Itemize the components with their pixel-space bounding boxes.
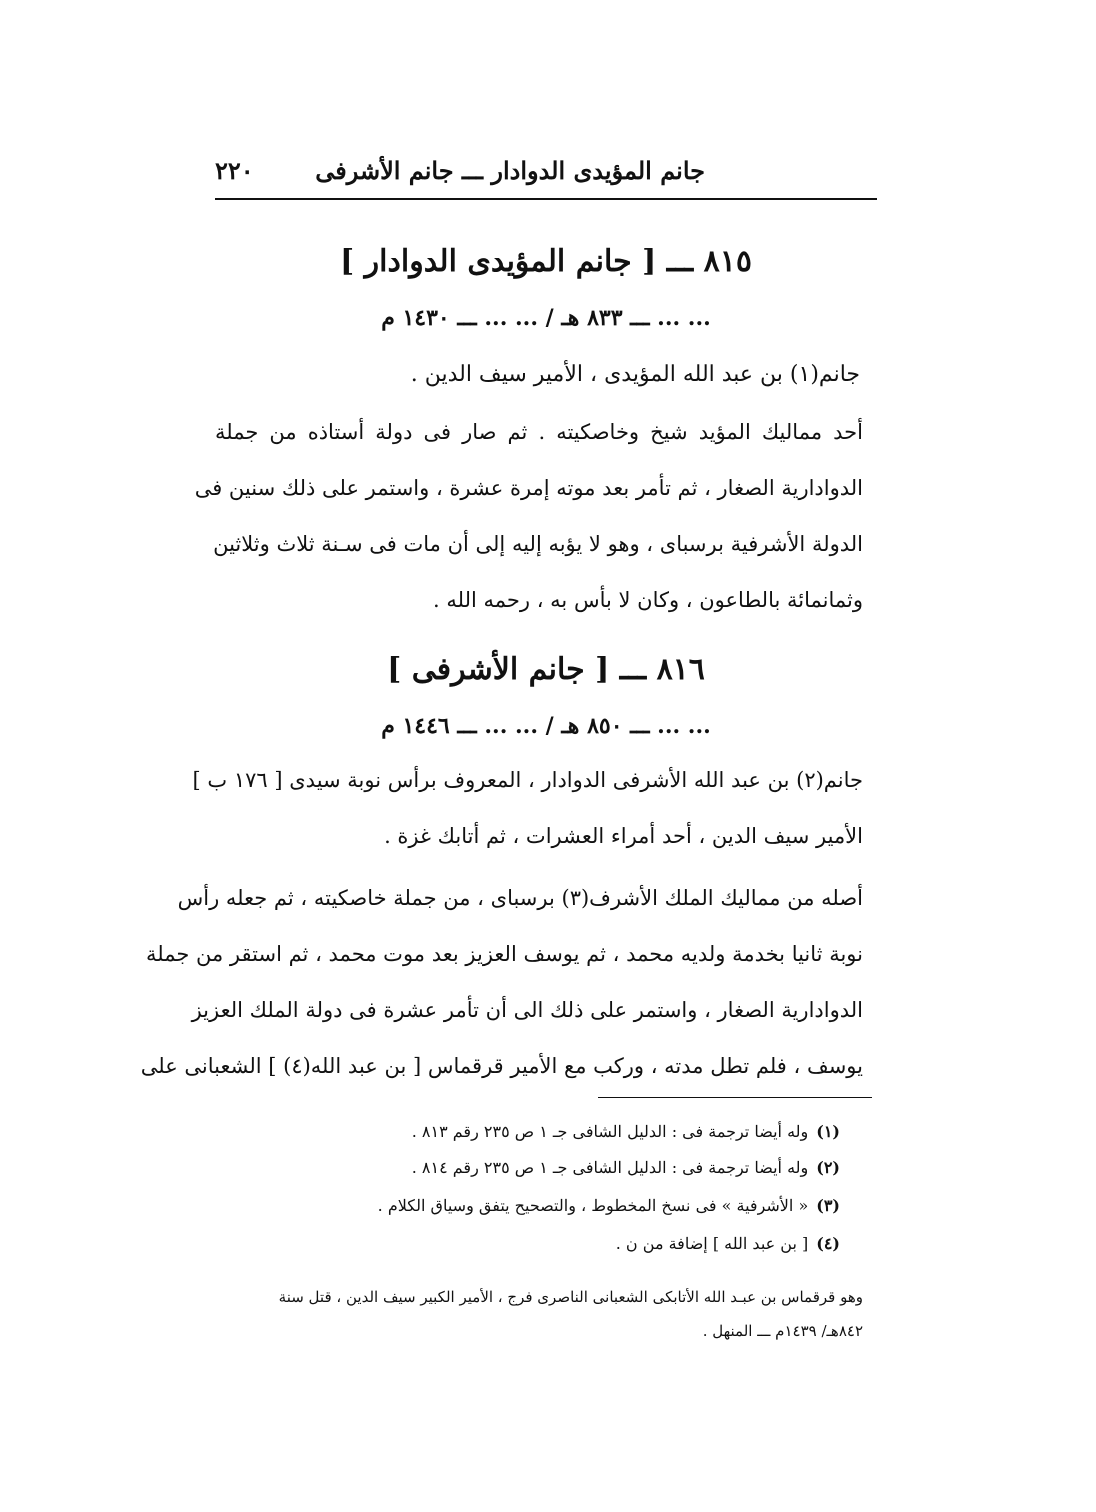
body-line: وثمانمائة بالطاعون ، وكان لا بأس به ، رحمه الله . — [433, 588, 863, 612]
body-line: نوبة ثانيا بخدمة ولديه محمد ، ثم يوسف العزيز بعد موت محمد ، ثم استقر من جملة — [146, 942, 863, 966]
entry-815-name: جانم(١) بن عبد الله المؤيدى ، الأمير سيف الدين . — [410, 362, 860, 387]
footnote-text: « الأشرفية » فى نسخ المخطوط ، والتصحيح يتفق وسياق الكلام . — [377, 1196, 809, 1215]
entry-816-dates: ... ... ـــ ٨٥٠ هـ / ... ... ـــ ١٤٤٦ م — [381, 713, 711, 739]
body-line: الدولة الأشرفية برسباى ، وهو لا يؤبه إليه إلى أن مات فى سـنة ثلاث وثلاثين — [213, 532, 863, 556]
body-line: الدوادارية الصغار ، ثم تأمر بعد موته إمرة عشرة ، واستمر على ذلك سنين فى — [194, 476, 863, 500]
footnote-number: (٣) — [816, 1196, 840, 1215]
footnote-text: [ بن عبد الله ] إضافة من ن . — [615, 1234, 809, 1253]
footnote-1 — [280, 1122, 840, 1141]
body-line: أحد مماليك المؤيد شيخ وخاصكيته . ثم صار فى دولة أستاذه من جملة — [215, 420, 863, 444]
page-number: ٢٢٠ — [215, 156, 254, 185]
footnote-number: (٢) — [816, 1158, 840, 1177]
footnote-3 — [280, 1196, 840, 1215]
footnote-text: وله أيضا ترجمة فى : الدليل الشافى جـ ١ ص ٢٣٥ رقم ٨١٣ . — [411, 1122, 809, 1141]
entry-815-title: ٨١٥ ـــ [ جانم المؤيدى الدوادار ] — [340, 244, 752, 279]
footnote-4 — [280, 1234, 840, 1253]
body-line: أصله من مماليك الملك الأشرف(٣) برسباى ، من جملة خاصكيته ، ثم جعله رأس — [177, 886, 863, 910]
entry-816-name-block — [192, 752, 863, 864]
footnote-rule — [598, 1097, 872, 1098]
footnote-text: وله أيضا ترجمة فى : الدليل الشافى جـ ١ ص ٢٣٥ رقم ٨١٤ . — [411, 1158, 809, 1177]
footnote-number: (١) — [816, 1122, 840, 1141]
footnote-2 — [280, 1158, 840, 1177]
page-header — [215, 148, 877, 200]
body-line: يوسف ، فلم تطل مدته ، وركب مع الأمير قرقماس [ بن عبد الله(٤) ] الشعبانى على — [140, 1054, 863, 1078]
entry-816-body — [140, 870, 863, 1094]
footnote-number: (٤) — [816, 1234, 840, 1253]
note-line: وهو قرقماس بن عبـد الله الأتابكى الشعبانى الناصرى فرج ، الأمير الكبير سيف الدين ، قتل سنة — [278, 1288, 863, 1306]
entry-815-dates: ... ... ـــ ٨٣٣ هـ / ... ... ـــ ١٤٣٠ م — [381, 305, 711, 331]
body-line: الدوادارية الصغار ، واستمر على ذلك الى أن تأمر عشرة فى دولة الملك العزيز — [191, 998, 863, 1022]
entry-815-body — [194, 404, 863, 628]
name-line: الأمير سيف الدين ، أحد أمراء العشرات ، ثم أتابك غزة . — [384, 824, 863, 848]
note-line: ٨٤٢هـ/ ١٤٣٩م ـــ المنهل . — [702, 1322, 863, 1340]
name-line: جانم(٢) بن عبد الله الأشرفى الدوادار ، المعروف برأس نوبة سيدى [ ١٧٦ ب ] — [192, 768, 863, 792]
running-title: جانم المؤيدى الدوادار ـــ جانم الأشرفى — [315, 156, 705, 185]
footnote-continuation — [215, 1280, 863, 1348]
entry-816-title: ٨١٦ ـــ [ جانم الأشرفى ] — [387, 652, 705, 687]
